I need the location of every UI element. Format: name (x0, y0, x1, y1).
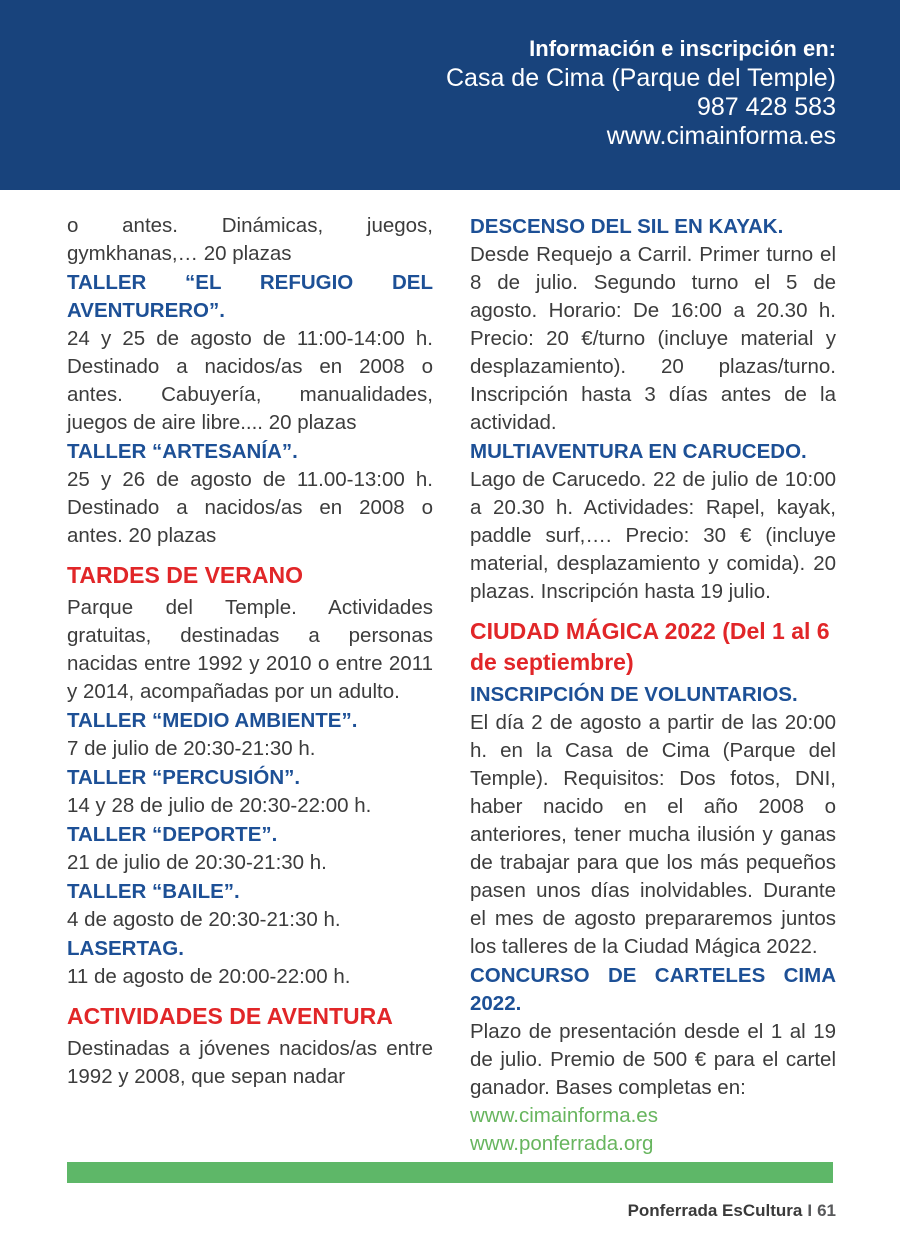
info-title: Información e inscripción en: (529, 36, 836, 61)
event-title-taller-medio-ambiente: TALLER “MEDIO AMBIENTE”. (67, 709, 358, 732)
section-heading-actividades-aventura: ACTIVIDADES DE AVENTURA (67, 1003, 393, 1029)
page-number: 61 (817, 1201, 836, 1220)
info-location: Casa de Cima (Parque del Temple) (445, 64, 836, 92)
event-title-concurso-carteles: CONCURSO DE CARTELES CIMA 2022. (470, 964, 836, 1015)
section-heading-tardes-de-verano: TARDES DE VERANO (67, 562, 303, 588)
left-column (67, 212, 433, 1158)
paragraph-continuation: o antes. Dinámicas, juegos, gymkhanas,… 20 plazas (67, 214, 433, 265)
link-ponferrada[interactable]: www.ponferrada.org (470, 1132, 654, 1155)
section-intro-tardes-de-verano: Parque del Temple. Actividades gratuitas, destinadas a personas nacidas entre 1992 y 2010 o entre 2011 y 2014, acompañadas por un adulto. (67, 596, 433, 703)
event-title-descenso-kayak: DESCENSO DEL SIL EN KAYAK. (470, 215, 784, 238)
event-details-taller-deporte: 21 de julio de 20:30-21:30 h. (67, 851, 327, 874)
footer-publication-name: Ponferrada EsCultura (627, 1201, 803, 1220)
header-band (0, 0, 900, 190)
event-details-taller-percusion: 14 y 28 de julio de 20:30-22:00 h. (67, 794, 372, 817)
info-website-url[interactable]: www.cimainforma.es (606, 122, 836, 150)
info-phone: 987 428 583 (696, 93, 836, 121)
event-title-multiaventura-carucedo: MULTIAVENTURA EN CARUCEDO. (470, 440, 807, 463)
event-details-taller-baile: 4 de agosto de 20:30-21:30 h. (67, 908, 341, 931)
event-details-inscripcion-voluntarios: El día 2 de agosto a partir de las 20:00 h. en la Casa de Cima (Parque del Temple). Requisitos: Dos fotos, DNI, haber nacido en el año 2008 o anteriores, tener mucha ilusión y ganas de trabajar para que los más pequeños pasen unos días inolvidables. Durante el mes de agosto prepararemos juntos los talleres de la Ciudad Mágica 2022. (470, 711, 836, 958)
event-title-taller-deporte: TALLER “DEPORTE”. (67, 823, 278, 846)
right-column (470, 212, 836, 1158)
event-details-concurso-carteles: Plazo de presentación desde el 1 al 19 de julio. Premio de 500 € para el cartel ganador. Bases completas en: (470, 1020, 836, 1099)
event-details-taller-refugio: 24 y 25 de agosto de 11:00-14:00 h. Destinado a nacidos/as en 2008 o antes. Cabuyería, manualidades, juegos de aire libre.... 20 plazas (67, 327, 433, 434)
event-details-taller-artesania: 25 y 26 de agosto de 11.00-13:00 h. Destinado a nacidos/as en 2008 o antes. 20 plazas (67, 468, 433, 547)
link-cimainforma[interactable]: www.cimainforma.es (470, 1104, 658, 1127)
event-details-descenso-kayak: Desde Requejo a Carril. Primer turno el 8 de julio. Segundo turno el 5 de agosto. Horario: De 16:00 a 20.30 h. Precio: 20 €/turno (incluye material y desplazamiento). 20 plazas/turno. Inscripción hasta 3 días antes de la actividad. (470, 243, 836, 434)
event-details-taller-medio-ambiente: 7 de julio de 20:30-21:30 h. (67, 737, 316, 760)
event-title-lasertag: LASERTAG. (67, 937, 184, 960)
section-heading-ciudad-magica: CIUDAD MÁGICA 2022 (Del 1 al 6 de septiembre) (470, 618, 830, 675)
event-title-taller-percusion: TALLER “PERCUSIÓN”. (67, 766, 301, 789)
event-details-multiaventura-carucedo: Lago de Carucedo. 22 de julio de 10:00 a 20.30 h. Actividades: Rapel, kayak, paddle surf,…. Precio: 30 € (incluye material, desplazamiento y comida). 20 plazas. Inscripción hasta 19 julio. (470, 468, 836, 603)
section-intro-actividades-aventura: Destinadas a jóvenes nacidos/as entre 1992 y 2008, que sepan nadar (67, 1037, 433, 1088)
event-title-taller-baile: TALLER “BAILE”. (67, 880, 240, 903)
event-title-taller-refugio: TALLER “EL REFUGIO DEL AVENTURERO”. (67, 271, 433, 322)
footer-separator: I (807, 1201, 813, 1220)
event-title-taller-artesania: TALLER “ARTESANÍA”. (67, 440, 298, 463)
event-title-inscripcion-voluntarios: INSCRIPCIÓN DE VOLUNTARIOS. (470, 683, 798, 706)
event-details-lasertag: 11 de agosto de 20:00-22:00 h. (67, 965, 351, 988)
footer-divider-bar (67, 1162, 833, 1183)
page-footer (628, 1201, 836, 1221)
content-columns (67, 212, 836, 1158)
